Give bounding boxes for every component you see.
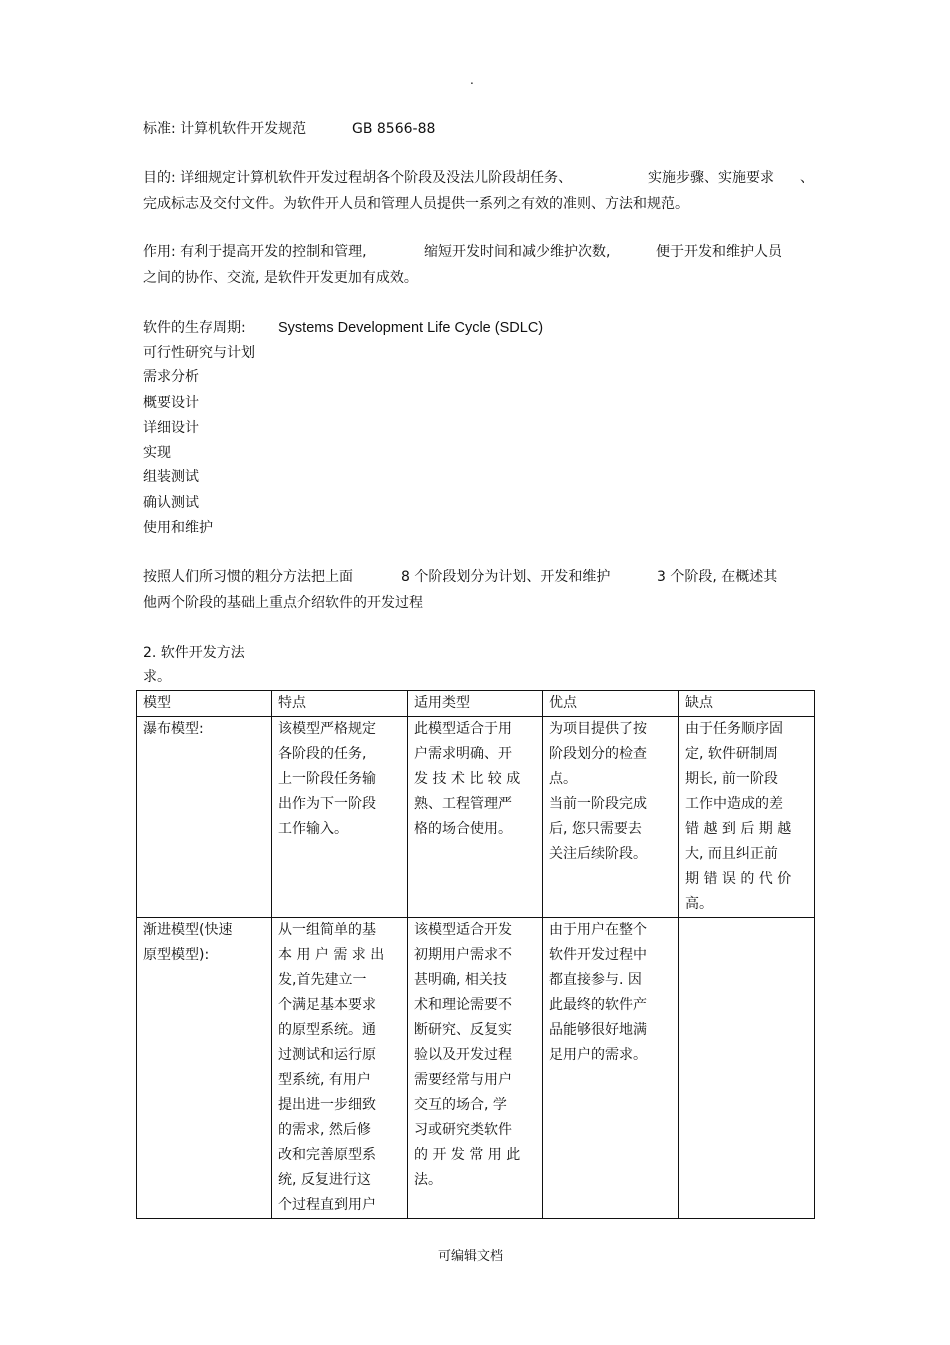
section-title: 2. 软件开发方法	[143, 645, 245, 661]
lifecycle-stage: 实现	[143, 445, 171, 461]
purpose-text-b: 实施步骤、实施要求	[648, 170, 774, 186]
effect-text-b: 缩短开发时间和减少维护次数,	[424, 244, 611, 260]
division-line-2: 他两个阶段的基础上重点介绍软件的开发过程	[143, 595, 423, 611]
section-subtitle: 求。	[143, 669, 171, 685]
cell-cons	[679, 918, 815, 1219]
purpose-text-c: 、	[800, 170, 814, 186]
division-text-b: 8 个阶段划分为计划、开发和维护	[401, 569, 611, 585]
lifecycle-line	[143, 321, 643, 337]
division-text-c: 3 个阶段, 在概述其	[657, 569, 778, 585]
standard-label: 标准: 计算机软件开发规范	[143, 121, 307, 137]
lifecycle-stage: 确认测试	[143, 495, 199, 511]
effect-text-c: 便于开发和维护人员	[656, 244, 782, 260]
page-footer: 可编辑文档	[438, 1249, 504, 1264]
purpose-line-1	[143, 171, 813, 187]
header-cons: 缺点	[679, 691, 815, 717]
purpose-line-2: 完成标志及交付文件。为软件开人员和管理人员提供一系列之有效的准则、方法和规范。	[143, 196, 689, 212]
effect-line-1	[143, 245, 813, 261]
cell-pros: 由于用户在整个 软件开发过程中 都直接参与. 因 此最终的软件产 品能够很好地满 足用户的需求。	[543, 918, 679, 1219]
effect-text-a: 作用: 有利于提高开发的控制和管理,	[143, 244, 367, 260]
cell-applicable: 该模型适合开发 初期用户需求不 甚明确, 相关技 术和理论需要不 断研究、反复实 验以及开发过程 需要经常与用户 交互的场合, 学 习或研究类软件 的 开 发 常 用 此 法。	[408, 918, 543, 1219]
standard-code: GB 8566-88	[352, 121, 436, 137]
lifecycle-stage: 需求分析	[143, 369, 199, 385]
lifecycle-stage: 详细设计	[143, 420, 199, 436]
models-table	[136, 690, 815, 1219]
cell-applicable: 此模型适合于用 户需求明确、开 发 技 术 比 较 成 熟、工程管理严 格的场合使用。	[408, 717, 543, 918]
table-row	[137, 717, 815, 918]
cell-model: 瀑布模型:	[137, 717, 272, 918]
cell-model: 渐进模型(快速 原型模型):	[137, 918, 272, 1219]
standard-line	[143, 122, 543, 138]
effect-line-2: 之间的协作、交流, 是软件开发更加有成效。	[143, 270, 418, 286]
lifecycle-stage: 可行性研究与计划	[143, 345, 255, 361]
header-applicable: 适用类型	[408, 691, 543, 717]
lifecycle-stage: 组装测试	[143, 469, 199, 485]
lifecycle-name: Systems Development Life Cycle (SDLC)	[278, 320, 544, 336]
division-line-1	[143, 570, 813, 586]
lifecycle-label: 软件的生存周期:	[143, 320, 246, 336]
cell-feature: 该模型严格规定 各阶段的任务, 上一阶段任务输 出作为下一阶段 工作输入。	[272, 717, 408, 918]
division-text-a: 按照人们所习惯的粗分方法把上面	[143, 569, 353, 585]
lifecycle-stage: 使用和维护	[143, 520, 213, 536]
cell-cons: 由于任务顺序固 定, 软件研制周 期长, 前一阶段 工作中造成的差 错 越 到 后 期 越 大, 而且纠正前 期 错 误 的 代 价 高。	[679, 717, 815, 918]
header-mark: .	[470, 73, 474, 87]
cell-pros: 为项目提供了按 阶段划分的检查 点。 当前一阶段完成 后, 您只需要去 关注后续阶段。	[543, 717, 679, 918]
header-feature: 特点	[272, 691, 408, 717]
table-row	[137, 918, 815, 1219]
table-header-row	[137, 691, 815, 717]
cell-feature: 从一组简单的基 本 用 户 需 求 出 发,首先建立一 个满足基本要求 的原型系统。通 过测试和运行原 型系统, 有用户 提出进一步细致 的需求, 然后修 改和完善原型系 统, 反复进行这 个过程直到用户	[272, 918, 408, 1219]
header-model: 模型	[137, 691, 272, 717]
header-pros: 优点	[543, 691, 679, 717]
lifecycle-stage: 概要设计	[143, 395, 199, 411]
purpose-text-a: 目的: 详细规定计算机软件开发过程胡各个阶段及没法儿阶段胡任务、	[143, 170, 573, 186]
